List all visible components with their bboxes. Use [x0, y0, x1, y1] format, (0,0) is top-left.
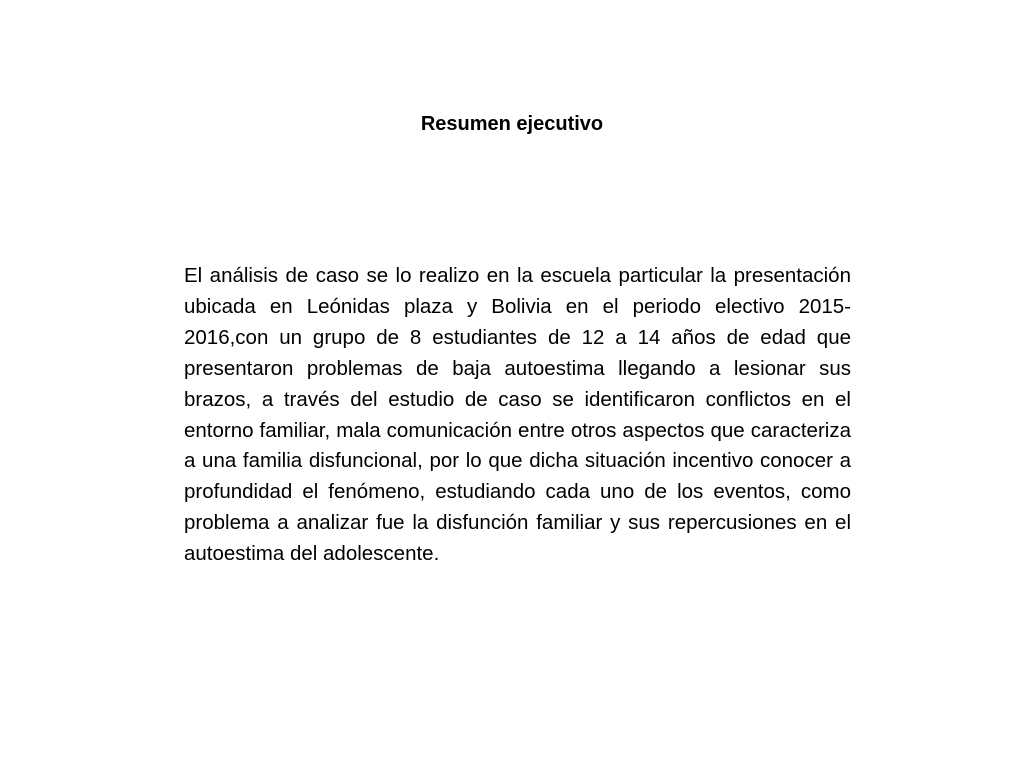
slide-title: Resumen ejecutivo: [420, 113, 604, 135]
summary-paragraph: El análisis de caso se lo realizo en la escuela particular la presentación ubicada en Leónidas plaza y Bolivia en el periodo electivo 2015-2016,con un grupo de 8 estudiantes de 12 a 14 años de edad que presentaron problemas de baja autoestima llegando a lesionar sus brazos, a través del estudio de caso se identificaron conflictos en el entorno familiar, mala comunicación entre otros aspectos que caracteriza a una familia disfuncional, por lo que dicha situación incentivo conocer a profundidad el fenómeno, estudiando cada uno de los eventos, como problema a analizar fue la disfunción familiar y sus repercusiones en el autoestima del adolescente.: [184, 264, 851, 566]
